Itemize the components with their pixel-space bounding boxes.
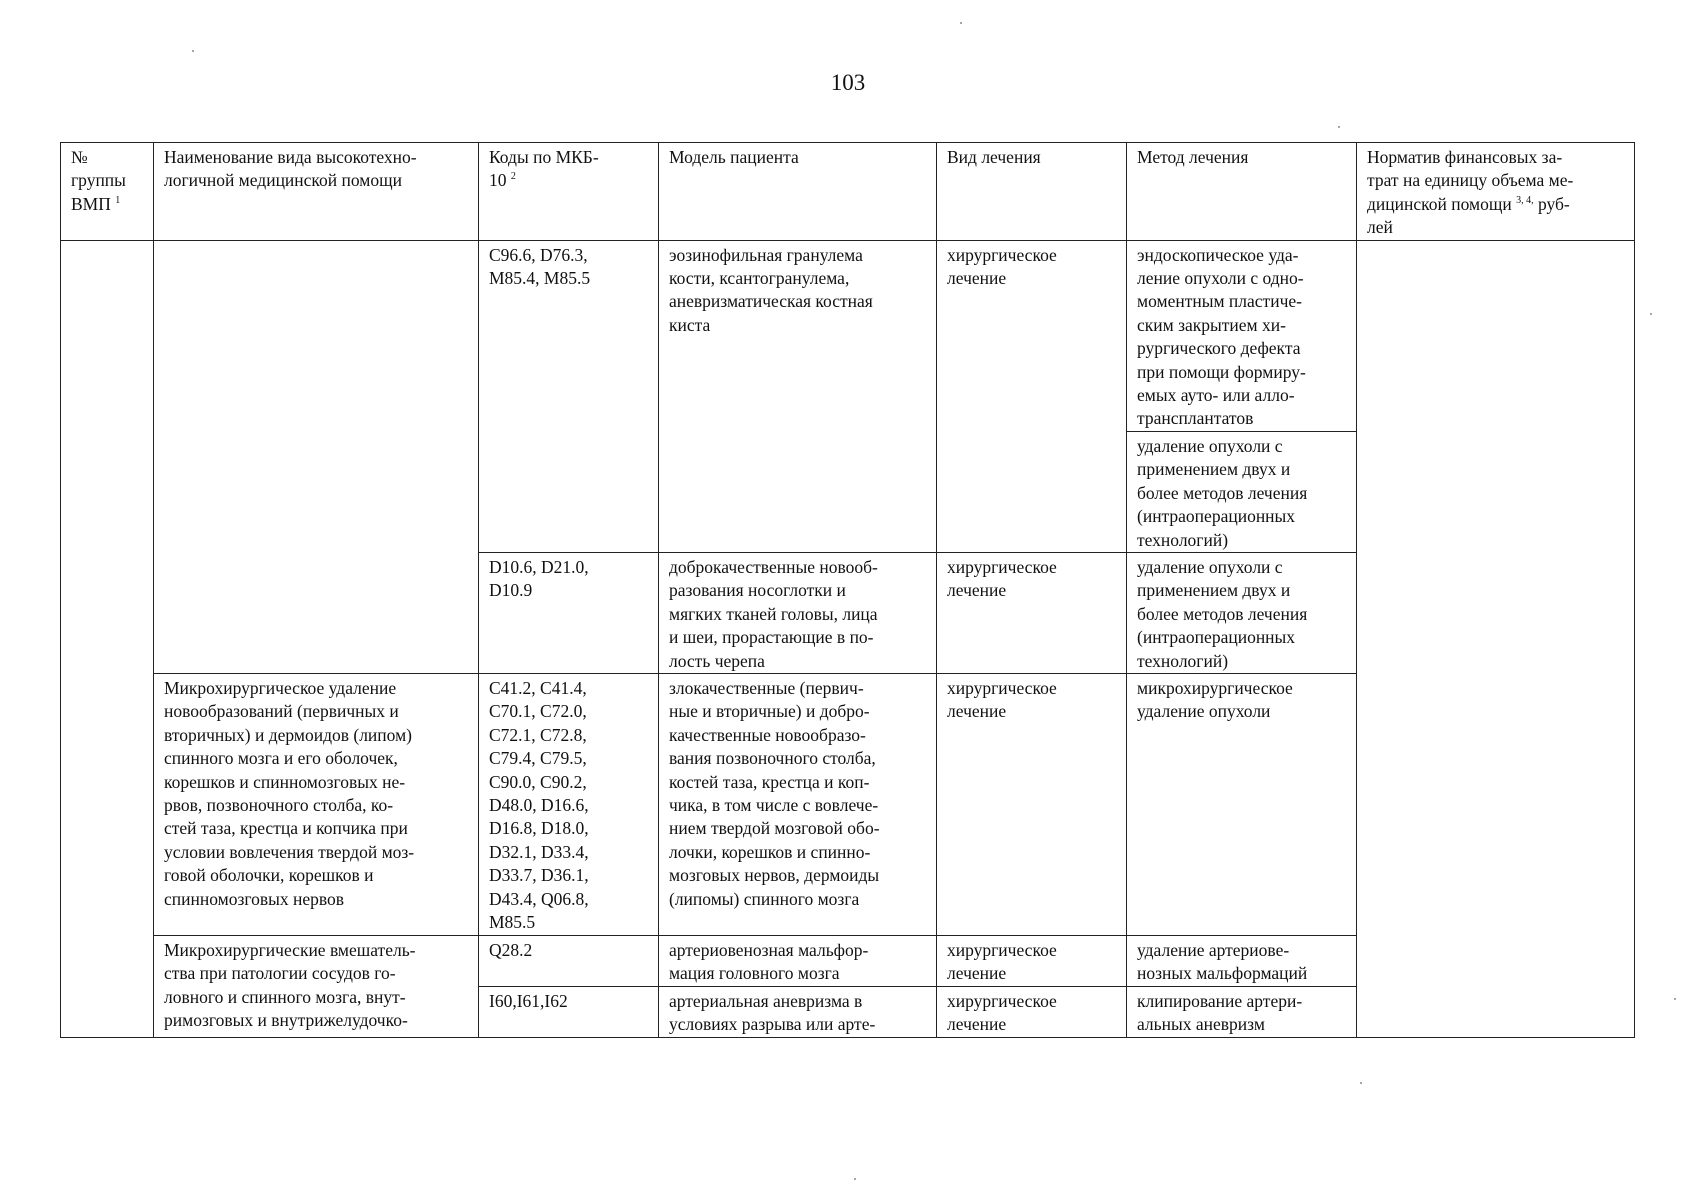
cell-treatment-method: удаление опухоли с применением двух и более методов лечения (интраоперационных технологий) <box>1127 431 1357 552</box>
footnote-3-4: 3, 4, <box>1516 194 1534 206</box>
cell-codes: C41.2, C41.4, C70.1, C72.0, C72.1, C72.8, C79.4, C79.5, C90.0, C90.2, D48.0, D16.6, D16.8, D18.0, D32.1, D33.4, D33.7, D36.1, D43.4, Q06.8, M85.5 <box>479 673 659 935</box>
scan-speck <box>854 1178 856 1180</box>
cell-treatment-type: хирургическое лечение <box>937 240 1127 552</box>
header-norm <box>1357 143 1635 241</box>
header-norm-l3-tail: руб- <box>1537 193 1570 214</box>
cell-treatment-type: хирургическое лечение <box>937 935 1127 986</box>
header-name <box>154 143 479 241</box>
cell-treatment-method: удаление опухоли с применением двух и более методов лечения (интраоперационных технологий) <box>1127 552 1357 673</box>
header-group-no-l1: № <box>71 147 88 167</box>
header-norm-l3: дицинской помощи <box>1367 193 1512 214</box>
cell-treatment-type: хирургическое лечение <box>937 673 1127 935</box>
header-group-no-l3: ВМП <box>71 193 111 214</box>
vmp-table <box>60 142 1635 1038</box>
cell-codes: C96.6, D76.3, M85.4, M85.5 <box>479 240 659 552</box>
cell-codes: I60,I61,I62 <box>479 986 659 1037</box>
table-row <box>61 240 1635 431</box>
header-name-l1: Наименование вида высокотехно- <box>164 147 417 167</box>
cell-treatment-type: хирургическое лечение <box>937 552 1127 673</box>
page-number: 103 <box>830 70 866 95</box>
cell-codes: Q28.2 <box>479 935 659 986</box>
cell-patient-model: злокачественные (первич- ные и вторичные) и добро- качественные новообразо- вания позвоночного столба, костей таза, крестца и коп- чика, в том числе с вовлече- нием твердой мозговой обо- лочки, корешков и спинно- мозговых нервов, дермоиды (липомы) спинного мозга <box>659 673 937 935</box>
header-codes-l1: Коды по МКБ- <box>489 147 599 167</box>
header-name-l2: логичной медицинской помощи <box>164 170 402 191</box>
cell-treatment-type: хирургическое лечение <box>937 986 1127 1037</box>
cell-treatment-method: клипирование артери- альных аневризм <box>1127 986 1357 1037</box>
cell-patient-model: артериальная аневризма в условиях разрыва или арте- <box>659 986 937 1037</box>
header-treatment-method: Метод лечения <box>1127 143 1357 241</box>
footnote-2: 2 <box>510 171 516 183</box>
header-patient-model: Модель пациента <box>659 143 937 241</box>
header-group-no-l2: группы <box>71 170 126 191</box>
footnote-1: 1 <box>115 194 121 206</box>
header-treatment-type: Вид лечения <box>937 143 1127 241</box>
header-norm-l4: лей <box>1367 217 1393 238</box>
header-group-no <box>61 143 154 241</box>
cell-name-empty <box>154 240 479 673</box>
scan-speck <box>192 50 194 52</box>
scan-speck <box>1338 126 1340 128</box>
scan-speck <box>1650 313 1652 315</box>
cell-patient-model: доброкачественные новооб- разования носоглотки и мягких тканей головы, лица и шеи, прорастающие в по- лость черепа <box>659 552 937 673</box>
header-norm-l2: трат на единицу объема ме- <box>1367 170 1574 191</box>
header-codes <box>479 143 659 241</box>
scan-speck <box>960 22 962 24</box>
header-codes-l2: 10 <box>489 170 507 191</box>
cell-treatment-method: микрохирургическое удаление опухоли <box>1127 673 1357 935</box>
cell-treatment-method: эндоскопическое уда- ление опухоли с одно- моментным пластиче- ским закрытием хи- рургического дефекта при помощи формиру- емых ауто- или алло- трансплантатов <box>1127 240 1357 431</box>
cell-codes: D10.6, D21.0, D10.9 <box>479 552 659 673</box>
header-norm-l1: Норматив финансовых за- <box>1367 147 1563 167</box>
cell-group-no <box>61 240 154 1037</box>
table-header-row <box>61 143 1635 241</box>
cell-name: Микрохирургическое удаление новообразований (первичных и вторичных) и дермоидов (липом) спинного мозга и его оболочек, корешков и спинномозговых не- рвов, позвоночного столба, ко- стей таза, крестца и копчика при условии вовлечения твердой моз- говой оболочки, корешков и спинномозговых нервов <box>154 673 479 935</box>
cell-treatment-method: удаление артериове- нозных мальформаций <box>1127 935 1357 986</box>
cell-patient-model: артериовенозная мальфор- мация головного мозга <box>659 935 937 986</box>
scan-speck <box>1674 998 1676 1000</box>
cell-name: Микрохирургические вмешатель- ства при патологии сосудов го- ловного и спинного мозга, внут- римозговых и внутрижелудочко- <box>154 935 479 1037</box>
cell-patient-model: эозинофильная гранулема кости, ксантогранулема, аневризматическая костная киста <box>659 240 937 552</box>
cell-norm <box>1357 240 1635 1037</box>
scan-speck <box>1360 1082 1362 1084</box>
